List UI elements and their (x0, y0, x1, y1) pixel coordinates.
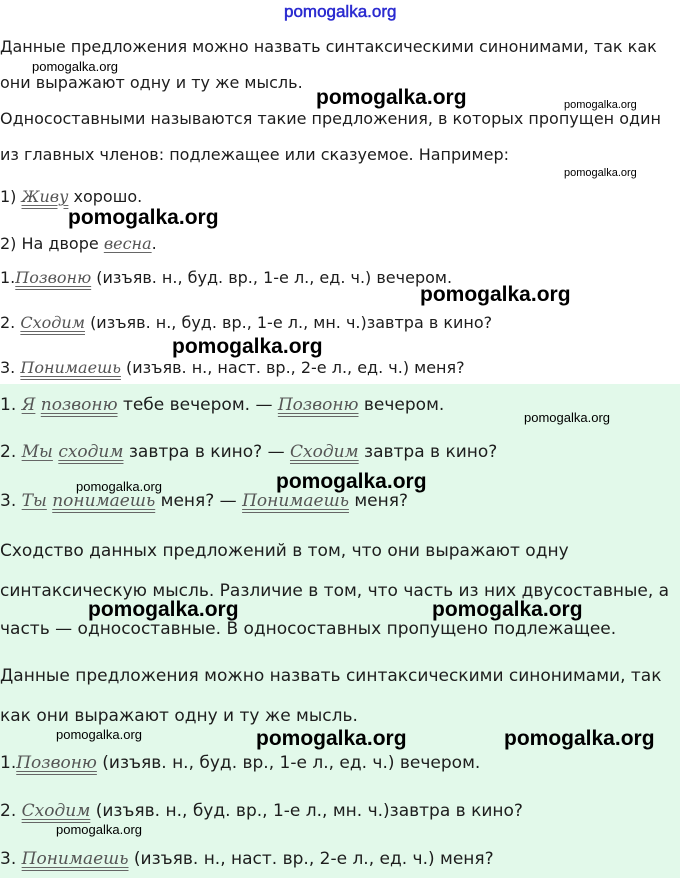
item-text: (изъяв. н., буд. вр., 1-е л., ед. ч.) вечером. (102, 753, 481, 773)
item-number: 2. (0, 313, 16, 332)
analysis-item (0, 357, 465, 379)
pair-text: завтра в кино? — (128, 442, 285, 462)
example-text: 2) На дворе (0, 234, 99, 253)
paragraph-line: часть — односоставные. В односоставных пропущено подлежащее. (0, 619, 617, 639)
paragraph-line: Данные предложения можно назвать синтаксическими синонимами, так как (0, 37, 657, 56)
predicate-word: сходим (58, 442, 124, 462)
paragraph-line: Данные предложения можно назвать синтаксическими синонимами, так (0, 666, 662, 686)
watermark-text: pomogalka.org (564, 99, 637, 111)
paragraph-line: как они выражают одну и ту же мысль. (0, 706, 358, 726)
pair-text: меня? (354, 491, 409, 511)
example-line (0, 233, 157, 255)
example-text: . (151, 234, 157, 253)
paragraph-line: Сходство данных предложений в том, что они выражают одну (0, 541, 569, 561)
predicate-word: Понимаешь (20, 358, 121, 377)
watermark-text: pomogalka.org (76, 479, 162, 494)
sentence-pair (0, 441, 497, 463)
watermark-text: pomogalka.org (88, 598, 239, 621)
example-text: хорошо. (73, 187, 143, 206)
predicate-word: понимаешь (52, 491, 156, 511)
subject-word: Я (21, 395, 36, 415)
example-number: 1) (0, 187, 17, 206)
item-number: 3. (0, 358, 16, 377)
predicate-word: Сходим (21, 801, 91, 821)
pair-text: тебе вечером. — (122, 395, 273, 415)
watermark-text: pomogalka.org (316, 86, 467, 109)
watermark-text: pomogalka.org (504, 727, 655, 750)
subject-word: весна (103, 234, 152, 253)
watermark-text: pomogalka.org (276, 470, 427, 493)
pair-text: меня? — (160, 491, 237, 511)
item-text: (изъяв. н., буд. вр., 1-е л., мн. ч.)завтра в кино? (90, 313, 493, 332)
watermark-text: pomogalka.org (284, 2, 397, 21)
paragraph-line: синтаксическую мысль. Различие в том, что часть из них двусоставные, а (0, 581, 670, 601)
analysis-item (0, 312, 492, 334)
predicate-word: Позвоню (277, 395, 359, 415)
watermark-text: pomogalka.org (564, 167, 637, 179)
watermark-text: pomogalka.org (420, 283, 571, 306)
predicate-word: Сходим (289, 442, 359, 462)
analysis-item (0, 267, 452, 289)
watermark-text: pomogalka.org (68, 206, 219, 229)
item-text: (изъяв. н., наст. вр., 2-е л., ед. ч.) меня? (126, 358, 465, 377)
sentence-pair (0, 394, 444, 416)
item-number: 1. (0, 753, 17, 773)
item-text: (изъяв. н., наст. вр., 2-е л., ед. ч.) меня? (133, 849, 494, 869)
predicate-word: Живу (21, 187, 69, 206)
paragraph-line: Односоставными называются такие предложения, в которых пропущен один (0, 109, 661, 128)
item-number: 2. (0, 801, 17, 821)
paragraph-line: они выражают одну и ту же мысль. (0, 73, 303, 92)
watermark-text: pomogalka.org (256, 727, 407, 750)
watermark-text: pomogalka.org (432, 598, 583, 621)
predicate-word: Позвоню (15, 268, 92, 287)
predicate-word: Позвоню (16, 753, 97, 773)
predicate-word: Понимаешь (21, 849, 129, 869)
item-text: (изъяв. н., буд. вр., 1-е л., мн. ч.)завтра в кино? (95, 801, 523, 821)
example-line (0, 186, 142, 208)
item-number: 1. (0, 268, 16, 287)
predicate-word: Сходим (20, 313, 85, 332)
subject-word: Ты (21, 491, 47, 511)
watermark-text: pomogalka.org (524, 410, 610, 425)
watermark-text: pomogalka.org (56, 822, 142, 837)
watermark-text: pomogalka.org (32, 59, 118, 74)
watermark-text: pomogalka.org (56, 727, 142, 742)
pair-text: вечером. (363, 395, 445, 415)
predicate-word: Понимаешь (242, 491, 349, 511)
item-number: 1. (0, 395, 17, 415)
subject-word: Мы (21, 442, 53, 462)
analysis-item (0, 848, 494, 870)
item-number: 3. (0, 491, 17, 511)
item-text: (изъяв. н., буд. вр., 1-е л., ед. ч.) вечером. (96, 268, 453, 287)
item-number: 2. (0, 442, 17, 462)
predicate-word: позвоню (40, 395, 118, 415)
paragraph-line: из главных членов: подлежащее или сказуемое. Например: (0, 145, 510, 164)
item-number: 3. (0, 849, 17, 869)
analysis-item (0, 752, 480, 774)
pair-text: завтра в кино? (364, 442, 498, 462)
analysis-item (0, 800, 523, 822)
watermark-text: pomogalka.org (172, 335, 323, 358)
